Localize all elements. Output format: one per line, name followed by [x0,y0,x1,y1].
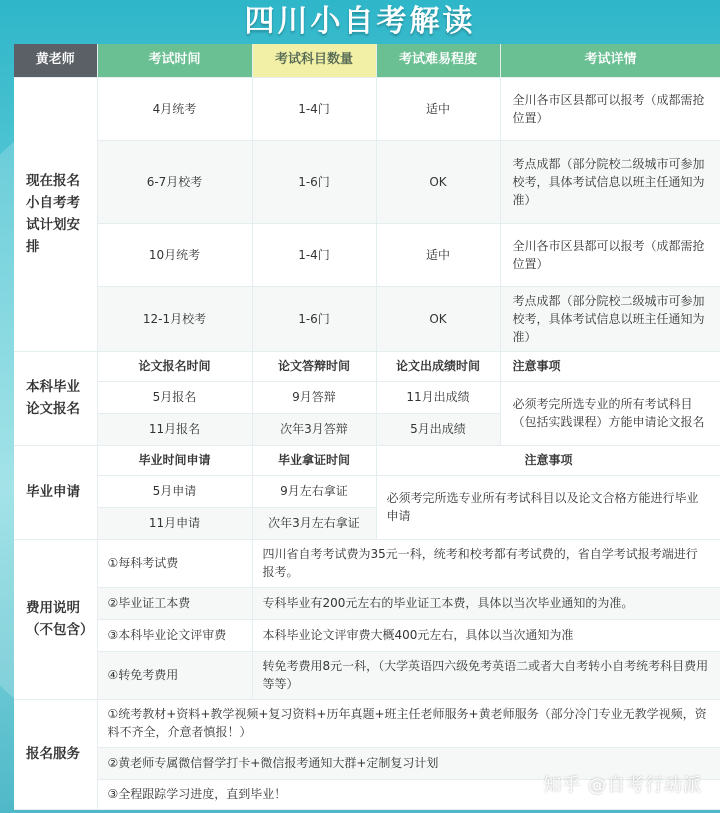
thesis-header-apply: 论文报名时间 [97,351,252,381]
fee-desc-cell: 本科毕业论文评审费大概400元左右，具体以当次通知为准 [252,619,720,651]
fee-item-cell: ③本科毕业论文评审费 [97,619,252,651]
exam-time-cell: 10月统考 [97,223,252,286]
exam-time-cell: 12-1月校考 [97,286,252,351]
graduation-header-certificate: 毕业拿证时间 [252,445,376,475]
table-row [14,587,720,619]
table-row [14,77,720,140]
difficulty-cell: 适中 [376,223,500,286]
graduation-certificate-cell: 9月左右拿证 [252,475,376,507]
exam-time-cell: 4月统考 [97,77,252,140]
thesis-defense-cell: 9月答辩 [252,381,376,413]
table-row [14,475,720,507]
section-label-fees: 费用说明（不包含） [14,539,97,699]
fee-desc-cell: 转免考费用8元一科，（大学英语四六级免考英语二或者大自考转小自考统考科目费用等等） [252,651,720,699]
watermark: 知乎 @自考行动派 [543,775,702,796]
section-label-service: 报名服务 [14,699,97,809]
thesis-result-cell: 11月出成绩 [376,381,500,413]
details-cell: 考点成都（部分院校二级城市可参加校考，具体考试信息以班主任通知为准） [500,286,720,351]
thesis-header-defense: 论文答辩时间 [252,351,376,381]
section-label-graduation: 毕业申请 [14,445,97,539]
header-subject-count: 考试科目数量 [252,44,376,77]
service-item-cell: ②黄老师专属微信督学打卡+微信报考通知大群+定制复习计划 [97,747,720,779]
thesis-note-cell: 必须考完所选专业的所有考试科目（包括实践课程）方能申请论文报名 [500,381,720,445]
details-cell: 考点成都（部分院校二级城市可参加校考，具体考试信息以班主任通知为准） [500,140,720,223]
fee-desc-cell: 四川省自考考试费为35元一科，统考和校考都有考试费的，省自学考试报考端进行报考。 [252,539,720,587]
thesis-header-result: 论文出成绩时间 [376,351,500,381]
fee-item-cell: ①每科考试费 [97,539,252,587]
fee-item-cell: ②毕业证工本费 [97,587,252,619]
difficulty-cell: OK [376,286,500,351]
header-details: 考试详情 [500,44,720,77]
subject-count-cell: 1-4门 [252,223,376,286]
table-row [14,699,720,747]
graduation-apply-cell: 11月申请 [97,507,252,539]
subject-count-cell: 1-4门 [252,77,376,140]
service-item-cell: ①统考教材+资料+教学视频+复习资料+历年真题+班主任老师服务+黄老师服务（部分冷门专业无教学视频，资料不齐全，介意者慎报！） [97,699,720,747]
graduation-certificate-cell: 次年3月左右拿证 [252,507,376,539]
thesis-subheader-row [14,351,720,381]
fee-item-cell: ④转免考费用 [97,651,252,699]
graduation-note-cell: 必须考完所选专业所有考试科目以及论文合格方能进行毕业申请 [376,475,720,539]
table-row [14,651,720,699]
fee-desc-cell: 专科毕业有200元左右的毕业证工本费，具体以当次毕业通知的为准。 [252,587,720,619]
thesis-apply-cell: 5月报名 [97,381,252,413]
graduation-header-apply: 毕业时间申请 [97,445,252,475]
header-exam-time: 考试时间 [97,44,252,77]
thesis-header-notes: 注意事项 [500,351,720,381]
thesis-result-cell: 5月出成绩 [376,413,500,445]
table-row [14,286,720,351]
table-row [14,381,720,413]
subject-count-cell: 1-6门 [252,286,376,351]
graduation-header-notes: 注意事项 [376,445,720,475]
section-label-exam-plan: 现在报名小自考考试计划安排 [14,77,97,351]
header-teacher: 黄老师 [14,44,97,77]
table-row [14,619,720,651]
table-row [14,539,720,587]
difficulty-cell: 适中 [376,77,500,140]
table-row [14,140,720,223]
thesis-defense-cell: 次年3月答辩 [252,413,376,445]
section-label-thesis: 本科毕业论文报名 [14,351,97,445]
thesis-apply-cell: 11月报名 [97,413,252,445]
page-title: 四川小自考解读 [244,4,476,39]
table-row [14,223,720,286]
details-cell: 全川各市区县都可以报考（成都需抢位置） [500,77,720,140]
info-table [14,44,720,810]
details-cell: 全川各市区县都可以报考（成都需抢位置） [500,223,720,286]
difficulty-cell: OK [376,140,500,223]
graduation-subheader-row [14,445,720,475]
header-row [14,44,720,77]
exam-time-cell: 6-7月校考 [97,140,252,223]
header-difficulty: 考试难易程度 [376,44,500,77]
service-item-cell: ③全程跟踪学习进度，直到毕业！ [97,779,720,809]
graduation-apply-cell: 5月申请 [97,475,252,507]
subject-count-cell: 1-6门 [252,140,376,223]
